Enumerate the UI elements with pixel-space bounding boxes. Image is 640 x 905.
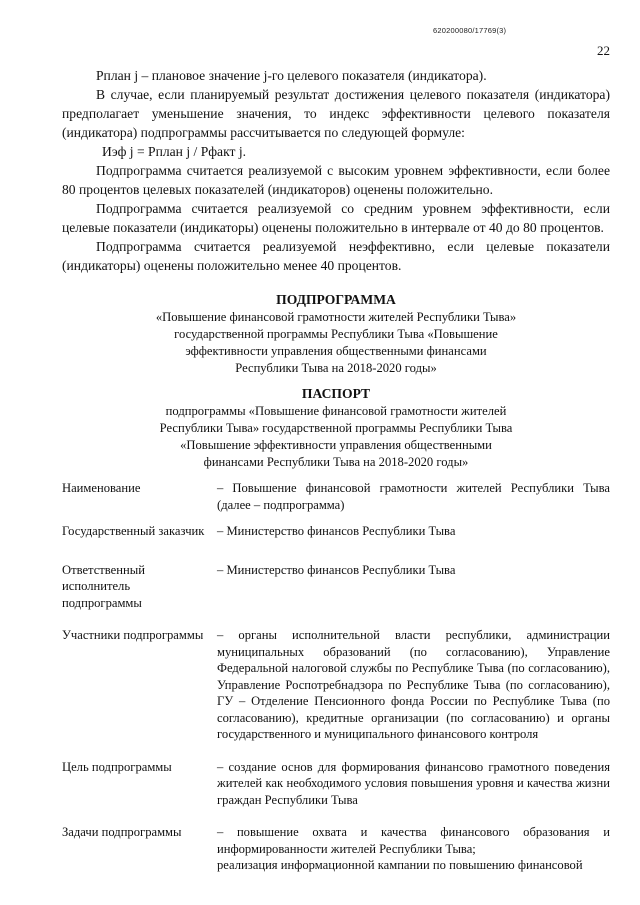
passport-row-participants	[62, 627, 610, 743]
passport-row-tasks	[62, 824, 610, 874]
row-value: – Министерство финансов Республики Тыва	[217, 562, 456, 577]
passport-row-name	[62, 480, 610, 513]
task-item: – повышение охвата и качества финансового образования и информированности жителей Республики Тыва;	[217, 825, 610, 856]
row-value: – Повышение финансовой грамотности жителей Республики Тыва (далее – подпрограмма)	[217, 481, 610, 512]
passport-row-executor	[62, 562, 610, 612]
subprogram-title	[62, 290, 610, 377]
row-label: Ответственный исполнитель подпрограммы	[62, 562, 145, 610]
passport-row-goal	[62, 759, 610, 809]
passport-row-customer	[62, 523, 610, 540]
row-value: – органы исполнительной власти республики, администрации муниципальных образований (по согласованию), Управление Федеральной налоговой службы по Республике Тыва (по согласованию), Управление Роспотребнадзора по Республике Тыва (по согласованию), ГУ – Отделение Пенсионного фонда России по Республике Тыва (по согласованию), кредитные организации (по согласованию) и органы государственного и муниципального финансового контроля	[217, 628, 610, 741]
intro-paragraph-2: Подпрограмма считается реализуемой с высоким уровнем эффективности, если более 80 процентов целевых показателей (индикаторов) оценены положительно.	[62, 163, 610, 197]
subprogram-title-line: государственной программы Республики Тыва «Повышение	[174, 327, 498, 341]
document-id-stamp: 620200080/17769(3)	[433, 26, 507, 35]
passport-table	[62, 480, 610, 874]
subprogram-title-line: эффективности управления общественными финансами	[185, 344, 487, 358]
row-label: Задачи подпрограммы	[62, 825, 182, 839]
row-label: Государственный заказчик	[62, 524, 205, 538]
task-item: реализация информационной кампании по повышению финансовой	[217, 858, 583, 872]
passport-heading: ПАСПОРТ	[301, 386, 371, 401]
passport-title-line: Республики Тыва» государственной программы Республики Тыва	[159, 421, 513, 435]
passport-title-line: финансами Республики Тыва на 2018-2020 годы»	[203, 455, 469, 469]
row-label: Цель подпрограммы	[62, 759, 172, 774]
row-value	[217, 824, 610, 874]
row-label: Наименование	[62, 481, 141, 495]
subprogram-heading: ПОДПРОГРАММА	[276, 292, 396, 307]
intro-line1: Рплан j – плановое значение j-го целевого показателя (индикатора).	[96, 68, 487, 83]
intro-section	[62, 66, 610, 275]
intro-paragraph-3: Подпрограмма считается реализуемой со средним уровнем эффективности, если целевые показатели (индикаторы) оценены положительно в интервале от 40 до 80 процентов.	[62, 201, 610, 235]
row-label: Участники подпрограммы	[62, 628, 204, 642]
passport-title-line: «Повышение эффективности управления общественными	[180, 438, 492, 452]
subprogram-title-line: Республики Тыва на 2018-2020 годы»	[235, 361, 437, 375]
passport-title	[62, 384, 610, 471]
row-value: – создание основ для формирования финансово грамотного поведения жителей как необходимого условия повышения уровня и качества жизни граждан Республики Тыва	[217, 759, 610, 807]
passport-title-line: подпрограммы «Повышение финансовой грамотности жителей	[165, 404, 507, 418]
subprogram-title-line: «Повышение финансовой грамотности жителей Республики Тыва»	[155, 310, 517, 324]
page-number: 22	[597, 43, 610, 58]
row-value: – Министерство финансов Республики Тыва	[217, 524, 456, 538]
intro-paragraph-4: Подпрограмма считается реализуемой неэффективно, если целевые показатели (индикаторы) оценены положительно менее 40 процентов.	[62, 239, 610, 273]
intro-paragraph-1: В случае, если планируемый результат достижения целевого показателя (индикатора) предполагает уменьшение значения, то индекс эффективности целевого показателя (индикатора) подпрограммы рассчитывается по следующей формуле:	[62, 87, 610, 140]
formula: Иэф j = Рплан j / Рфакт j.	[102, 144, 247, 159]
